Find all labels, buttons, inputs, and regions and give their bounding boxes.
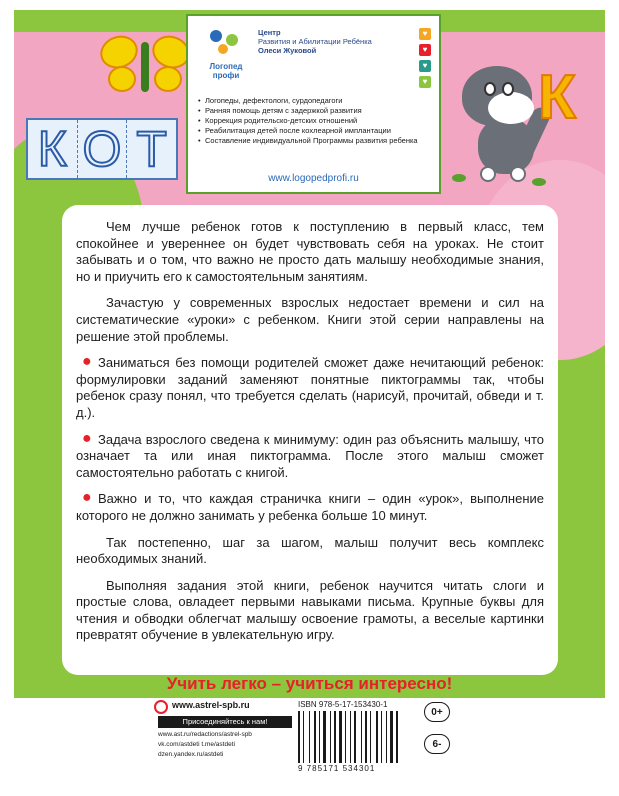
paragraph-step-by-step: Так постепенно, шаг за шагом, малыш получит весь комплекс необходимых знаний.: [76, 534, 544, 567]
barcode-bar: [314, 711, 316, 763]
social-links: [158, 730, 252, 760]
bullet-paragraph: [76, 491, 544, 524]
barcode-bar: [334, 711, 336, 763]
ad-url: www.logopedprofi.ru: [268, 173, 359, 184]
barcode-bar: [337, 711, 338, 763]
barcode-bar: [317, 711, 318, 763]
age-rating-badge: 6-: [424, 734, 450, 754]
heart-icon: ♥: [419, 76, 431, 88]
ad-title-line2: Олеси Жуковой: [258, 46, 317, 55]
description-panel: [62, 205, 558, 675]
barcode-bar: [332, 711, 333, 763]
barcode-bar: [399, 711, 400, 763]
bullet-text: Заниматься без помощи родителей сможет даже нечитающий ребенок: формулировки заданий заменяют понятные пиктограммы так, чтобы ребенок сразу понял, что требуется сделать (нарисуй, прочитай, обведи и т. д.).: [76, 355, 544, 420]
butterfly-wing: [154, 66, 182, 92]
heart-icon: ♥: [419, 44, 431, 56]
barcode-bar: [321, 711, 322, 763]
kot-tracing-box: [26, 118, 178, 180]
cat-paw: [480, 166, 496, 182]
social-link: dzen.yandex.ru/astdeti: [158, 751, 224, 758]
barcode-bar: [327, 711, 329, 763]
kot-letter: О: [78, 120, 128, 178]
barcode-bar: [376, 711, 378, 763]
barcode-bar: [303, 711, 304, 763]
leaf: [452, 174, 466, 182]
ad-title: [258, 28, 408, 55]
butterfly-wing: [108, 66, 136, 92]
barcode-bar: [343, 711, 344, 763]
barcode-bar: [298, 711, 300, 763]
barcode-bar: [368, 711, 369, 763]
cat-face: [488, 92, 534, 124]
service-item: • Реабилитация детей после кохлеарной имплантации: [198, 126, 430, 136]
paragraph-outcome: Выполняя задания этой книги, ребенок научится читать слоги и простые слова, овладеет первыми навыками письма. Крупные буквы для чтения и обводки облегчат малышу освоение грамоты, а веселые картинки превратят обучение в увлекательную игру.: [76, 577, 544, 643]
barcode-bar: [370, 711, 371, 763]
barcode-bar: [379, 711, 380, 763]
bullet-paragraph: [76, 355, 544, 421]
logo-text: Логопед профи: [209, 62, 243, 80]
cat-illustration: [448, 66, 548, 196]
barcode-bar: [365, 711, 367, 763]
barcode-bar: [354, 711, 356, 763]
barcode-bar: [396, 711, 398, 763]
heart-icons: [419, 28, 431, 88]
barcode-bar: [347, 711, 349, 763]
barcode-bar: [305, 711, 308, 763]
barcode-bar: [386, 711, 387, 763]
barcode-bar: [339, 711, 342, 763]
bullet-paragraph: [76, 429, 544, 482]
barcode-block: [298, 700, 408, 780]
social-link: www.ast.ru/redactions/astrel-spb: [158, 731, 252, 738]
barcode-bar: [363, 711, 364, 763]
logo-figure-icon: [218, 44, 228, 54]
join-us-banner: Присоединяйтесь к нам!: [158, 716, 292, 728]
barcode-number: 9 785171 534301: [298, 764, 376, 773]
barcode-bar: [323, 711, 326, 763]
barcode-bar: [388, 711, 389, 763]
age-rating-badge: 0+: [424, 702, 450, 722]
slogan: Учить легко – учиться интересно!: [166, 674, 453, 693]
logoped-profi-logo: [198, 26, 252, 80]
service-item: • Ранняя помощь детям с задержкой развития: [198, 106, 430, 116]
barcode-bar: [361, 711, 362, 763]
barcode-bar: [394, 711, 395, 763]
barcode-bar: [383, 711, 385, 763]
paragraph-intro: Чем лучше ребенок готов к поступлению в первый класс, тем спокойнее и увереннее он будет чувствовать себя на уроках. Не стоит забывать и о том, что важно не просто дать малышу необходимые знания, но и приучить его к самостоятельным занятиям.: [76, 219, 544, 284]
ad-title-center: Центр: [258, 28, 281, 37]
barcode-bar: [345, 711, 346, 763]
astrel-logo-icon: [154, 700, 168, 714]
bullet-text: Важно и то, что каждая страничка книги – один «урок», выполнение которого не должно занимать у ребенка больше 10 минут.: [76, 491, 544, 523]
barcode-bar: [381, 711, 382, 763]
bullet-dot-icon: ●: [82, 429, 92, 447]
logo-figure-icon: [210, 30, 222, 42]
service-item: • Коррекция родительско-детских отношений: [198, 116, 430, 126]
barcode-bar: [357, 711, 360, 763]
kot-letter: К: [28, 120, 78, 178]
barcode-bar: [352, 711, 353, 763]
heart-icon: ♥: [419, 60, 431, 72]
kot-letter: Т: [136, 121, 167, 177]
cat-eye: [484, 82, 496, 96]
barcode-bar: [390, 711, 393, 763]
paragraph-problem: Зачастую у современных взрослых недостает времени и сил на систематические «уроки» с ребенком. Книги этой серии направлены на решение этой проблемы.: [76, 295, 544, 344]
barcode-bar: [372, 711, 375, 763]
cat-paw: [510, 166, 526, 182]
service-item: • Логопеды, дефектологи, сурдопедагоги: [198, 96, 430, 106]
barcode-bar: [330, 711, 331, 763]
butterfly-illustration: [100, 32, 190, 102]
logo-figure-icon: [226, 34, 238, 46]
isbn: ISBN 978-5-17-153430-1: [298, 700, 388, 709]
cat-eye: [502, 82, 514, 96]
cat-head: [462, 66, 532, 126]
barcode-bar: [309, 711, 310, 763]
barcode-bar: [311, 711, 313, 763]
publisher-footer: [14, 698, 605, 786]
service-item: • Составление индивидуальной Программы развития ребенка: [198, 136, 430, 146]
big-letter-k: К: [538, 63, 576, 132]
butterfly-body: [141, 42, 149, 92]
services-list: [198, 96, 430, 146]
barcode-bar: [319, 711, 320, 763]
barcode-bar: [301, 711, 302, 763]
bullet-dot-icon: ●: [82, 489, 92, 507]
ad-title-line1: Развития и Абилитации Ребёнка: [258, 37, 372, 46]
social-link: vk.com/astdeti t.me/astdeti: [158, 741, 235, 748]
speech-center-ad: [186, 14, 441, 194]
bullet-dot-icon: ●: [82, 353, 92, 371]
publisher-site: www.astrel-spb.ru: [172, 700, 250, 710]
barcode-image: [298, 711, 406, 763]
heart-icon: ♥: [419, 28, 431, 40]
bullet-text: Задача взрослого сведена к минимуму: один раз объяснить малышу, что означает та или иная пиктограмма. После этого малыш сможет самостоятельно работать с книгой.: [76, 431, 544, 480]
leaf: [532, 178, 546, 186]
barcode-bar: [350, 711, 351, 763]
